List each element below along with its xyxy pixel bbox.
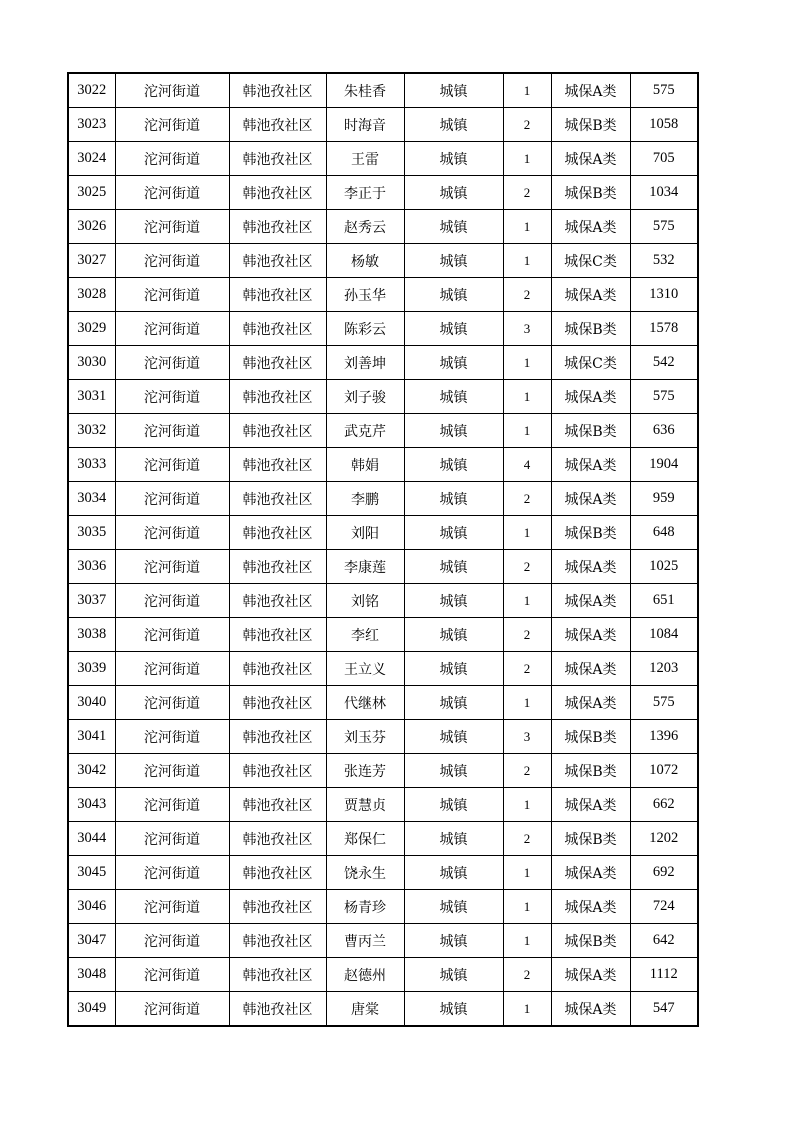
category-cell: 城保A类 <box>551 992 630 1027</box>
community-cell: 韩池孜社区 <box>229 890 326 924</box>
subdistrict-cell: 沱河街道 <box>115 856 229 890</box>
serial-number-cell: 3045 <box>68 856 115 890</box>
name-cell: 时海音 <box>326 108 404 142</box>
person-count-cell: 1 <box>503 516 551 550</box>
table-row <box>68 720 698 754</box>
name-cell: 刘子骏 <box>326 380 404 414</box>
name-cell: 李康莲 <box>326 550 404 584</box>
amount-cell: 1578 <box>630 312 698 346</box>
community-cell: 韩池孜社区 <box>229 618 326 652</box>
category-cell: 城保B类 <box>551 924 630 958</box>
amount-cell: 1072 <box>630 754 698 788</box>
serial-number-cell: 3044 <box>68 822 115 856</box>
person-count-cell: 1 <box>503 856 551 890</box>
community-cell: 韩池孜社区 <box>229 108 326 142</box>
community-cell: 韩池孜社区 <box>229 142 326 176</box>
subdistrict-cell: 沱河街道 <box>115 448 229 482</box>
person-count-cell: 2 <box>503 958 551 992</box>
community-cell: 韩池孜社区 <box>229 788 326 822</box>
amount-cell: 575 <box>630 73 698 108</box>
community-cell: 韩池孜社区 <box>229 448 326 482</box>
serial-number-cell: 3031 <box>68 380 115 414</box>
category-cell: 城保B类 <box>551 414 630 448</box>
person-count-cell: 2 <box>503 550 551 584</box>
community-cell: 韩池孜社区 <box>229 380 326 414</box>
serial-number-cell: 3039 <box>68 652 115 686</box>
amount-cell: 1084 <box>630 618 698 652</box>
table-row <box>68 754 698 788</box>
amount-cell: 547 <box>630 992 698 1027</box>
name-cell: 刘善坤 <box>326 346 404 380</box>
amount-cell: 648 <box>630 516 698 550</box>
person-count-cell: 1 <box>503 788 551 822</box>
community-cell: 韩池孜社区 <box>229 584 326 618</box>
subdistrict-cell: 沱河街道 <box>115 210 229 244</box>
subdistrict-cell: 沱河街道 <box>115 924 229 958</box>
name-cell: 赵德州 <box>326 958 404 992</box>
table-row <box>68 788 698 822</box>
serial-number-cell: 3047 <box>68 924 115 958</box>
community-cell: 韩池孜社区 <box>229 822 326 856</box>
subdistrict-cell: 沱河街道 <box>115 754 229 788</box>
table-row <box>68 278 698 312</box>
amount-cell: 1396 <box>630 720 698 754</box>
category-cell: 城保A类 <box>551 618 630 652</box>
name-cell: 代继林 <box>326 686 404 720</box>
person-count-cell: 1 <box>503 73 551 108</box>
person-count-cell: 1 <box>503 210 551 244</box>
serial-number-cell: 3024 <box>68 142 115 176</box>
name-cell: 朱桂香 <box>326 73 404 108</box>
person-count-cell: 2 <box>503 652 551 686</box>
table-row <box>68 958 698 992</box>
name-cell: 刘阳 <box>326 516 404 550</box>
name-cell: 杨敏 <box>326 244 404 278</box>
household-type-cell: 城镇 <box>404 176 503 210</box>
name-cell: 李正于 <box>326 176 404 210</box>
table-row <box>68 652 698 686</box>
amount-cell: 1034 <box>630 176 698 210</box>
subdistrict-cell: 沱河街道 <box>115 720 229 754</box>
category-cell: 城保B类 <box>551 176 630 210</box>
person-count-cell: 3 <box>503 312 551 346</box>
table-row <box>68 244 698 278</box>
community-cell: 韩池孜社区 <box>229 482 326 516</box>
person-count-cell: 2 <box>503 618 551 652</box>
category-cell: 城保A类 <box>551 550 630 584</box>
category-cell: 城保A类 <box>551 482 630 516</box>
community-cell: 韩池孜社区 <box>229 992 326 1027</box>
name-cell: 张连芳 <box>326 754 404 788</box>
serial-number-cell: 3023 <box>68 108 115 142</box>
amount-cell: 1025 <box>630 550 698 584</box>
table-row <box>68 346 698 380</box>
serial-number-cell: 3027 <box>68 244 115 278</box>
name-cell: 刘玉芬 <box>326 720 404 754</box>
name-cell: 刘铭 <box>326 584 404 618</box>
name-cell: 王雷 <box>326 142 404 176</box>
subdistrict-cell: 沱河街道 <box>115 312 229 346</box>
name-cell: 孙玉华 <box>326 278 404 312</box>
household-type-cell: 城镇 <box>404 958 503 992</box>
household-type-cell: 城镇 <box>404 686 503 720</box>
serial-number-cell: 3036 <box>68 550 115 584</box>
household-type-cell: 城镇 <box>404 754 503 788</box>
category-cell: 城保A类 <box>551 448 630 482</box>
household-type-cell: 城镇 <box>404 992 503 1027</box>
table-row <box>68 210 698 244</box>
category-cell: 城保A类 <box>551 210 630 244</box>
table-row <box>68 73 698 108</box>
person-count-cell: 2 <box>503 482 551 516</box>
category-cell: 城保A类 <box>551 788 630 822</box>
subdistrict-cell: 沱河街道 <box>115 516 229 550</box>
subdistrict-cell: 沱河街道 <box>115 584 229 618</box>
name-cell: 杨青珍 <box>326 890 404 924</box>
subdistrict-cell: 沱河街道 <box>115 244 229 278</box>
category-cell: 城保B类 <box>551 108 630 142</box>
subdistrict-cell: 沱河街道 <box>115 652 229 686</box>
name-cell: 陈彩云 <box>326 312 404 346</box>
household-type-cell: 城镇 <box>404 584 503 618</box>
community-cell: 韩池孜社区 <box>229 244 326 278</box>
table-row <box>68 380 698 414</box>
serial-number-cell: 3026 <box>68 210 115 244</box>
household-type-cell: 城镇 <box>404 448 503 482</box>
serial-number-cell: 3029 <box>68 312 115 346</box>
household-type-cell: 城镇 <box>404 720 503 754</box>
name-cell: 贾慧贞 <box>326 788 404 822</box>
person-count-cell: 1 <box>503 380 551 414</box>
community-cell: 韩池孜社区 <box>229 73 326 108</box>
serial-number-cell: 3025 <box>68 176 115 210</box>
category-cell: 城保C类 <box>551 346 630 380</box>
community-cell: 韩池孜社区 <box>229 516 326 550</box>
person-count-cell: 1 <box>503 924 551 958</box>
person-count-cell: 1 <box>503 584 551 618</box>
household-type-cell: 城镇 <box>404 278 503 312</box>
person-count-cell: 1 <box>503 890 551 924</box>
person-count-cell: 1 <box>503 992 551 1027</box>
category-cell: 城保A类 <box>551 73 630 108</box>
table-row <box>68 686 698 720</box>
table-row <box>68 108 698 142</box>
category-cell: 城保B类 <box>551 822 630 856</box>
serial-number-cell: 3043 <box>68 788 115 822</box>
category-cell: 城保A类 <box>551 380 630 414</box>
amount-cell: 651 <box>630 584 698 618</box>
serial-number-cell: 3040 <box>68 686 115 720</box>
subdistrict-cell: 沱河街道 <box>115 550 229 584</box>
household-type-cell: 城镇 <box>404 312 503 346</box>
amount-cell: 692 <box>630 856 698 890</box>
table-row <box>68 584 698 618</box>
category-cell: 城保A类 <box>551 142 630 176</box>
table-row <box>68 822 698 856</box>
community-cell: 韩池孜社区 <box>229 754 326 788</box>
community-cell: 韩池孜社区 <box>229 346 326 380</box>
amount-cell: 1203 <box>630 652 698 686</box>
amount-cell: 1310 <box>630 278 698 312</box>
serial-number-cell: 3038 <box>68 618 115 652</box>
household-type-cell: 城镇 <box>404 73 503 108</box>
household-type-cell: 城镇 <box>404 414 503 448</box>
serial-number-cell: 3030 <box>68 346 115 380</box>
category-cell: 城保A类 <box>551 856 630 890</box>
person-count-cell: 2 <box>503 108 551 142</box>
household-type-cell: 城镇 <box>404 346 503 380</box>
person-count-cell: 2 <box>503 278 551 312</box>
name-cell: 李鹏 <box>326 482 404 516</box>
amount-cell: 636 <box>630 414 698 448</box>
household-type-cell: 城镇 <box>404 482 503 516</box>
name-cell: 饶永生 <box>326 856 404 890</box>
serial-number-cell: 3041 <box>68 720 115 754</box>
category-cell: 城保A类 <box>551 958 630 992</box>
amount-cell: 724 <box>630 890 698 924</box>
table-row <box>68 890 698 924</box>
table-row <box>68 482 698 516</box>
subdistrict-cell: 沱河街道 <box>115 278 229 312</box>
community-cell: 韩池孜社区 <box>229 686 326 720</box>
community-cell: 韩池孜社区 <box>229 278 326 312</box>
community-cell: 韩池孜社区 <box>229 924 326 958</box>
name-cell: 李红 <box>326 618 404 652</box>
category-cell: 城保C类 <box>551 244 630 278</box>
amount-cell: 542 <box>630 346 698 380</box>
table-row <box>68 142 698 176</box>
subdistrict-cell: 沱河街道 <box>115 108 229 142</box>
subdistrict-cell: 沱河街道 <box>115 346 229 380</box>
subdistrict-cell: 沱河街道 <box>115 380 229 414</box>
category-cell: 城保A类 <box>551 652 630 686</box>
amount-cell: 642 <box>630 924 698 958</box>
amount-cell: 1058 <box>630 108 698 142</box>
serial-number-cell: 3033 <box>68 448 115 482</box>
amount-cell: 1202 <box>630 822 698 856</box>
serial-number-cell: 3032 <box>68 414 115 448</box>
community-cell: 韩池孜社区 <box>229 550 326 584</box>
person-count-cell: 4 <box>503 448 551 482</box>
person-count-cell: 1 <box>503 346 551 380</box>
name-cell: 王立义 <box>326 652 404 686</box>
person-count-cell: 1 <box>503 142 551 176</box>
serial-number-cell: 3042 <box>68 754 115 788</box>
community-cell: 韩池孜社区 <box>229 652 326 686</box>
household-type-cell: 城镇 <box>404 516 503 550</box>
amount-cell: 662 <box>630 788 698 822</box>
amount-cell: 705 <box>630 142 698 176</box>
subdistrict-cell: 沱河街道 <box>115 958 229 992</box>
community-cell: 韩池孜社区 <box>229 312 326 346</box>
table-row <box>68 992 698 1027</box>
name-cell: 曹丙兰 <box>326 924 404 958</box>
community-cell: 韩池孜社区 <box>229 176 326 210</box>
person-count-cell: 2 <box>503 754 551 788</box>
person-count-cell: 1 <box>503 414 551 448</box>
category-cell: 城保B类 <box>551 720 630 754</box>
amount-cell: 575 <box>630 380 698 414</box>
subdistrict-cell: 沱河街道 <box>115 788 229 822</box>
household-type-cell: 城镇 <box>404 380 503 414</box>
subdistrict-cell: 沱河街道 <box>115 176 229 210</box>
roster-table <box>67 72 699 1027</box>
serial-number-cell: 3037 <box>68 584 115 618</box>
household-type-cell: 城镇 <box>404 244 503 278</box>
serial-number-cell: 3035 <box>68 516 115 550</box>
table-row <box>68 550 698 584</box>
community-cell: 韩池孜社区 <box>229 414 326 448</box>
name-cell: 赵秀云 <box>326 210 404 244</box>
household-type-cell: 城镇 <box>404 142 503 176</box>
community-cell: 韩池孜社区 <box>229 210 326 244</box>
category-cell: 城保B类 <box>551 516 630 550</box>
subdistrict-cell: 沱河街道 <box>115 618 229 652</box>
amount-cell: 1112 <box>630 958 698 992</box>
household-type-cell: 城镇 <box>404 210 503 244</box>
name-cell: 韩娟 <box>326 448 404 482</box>
table-row <box>68 618 698 652</box>
serial-number-cell: 3028 <box>68 278 115 312</box>
table-row <box>68 924 698 958</box>
household-type-cell: 城镇 <box>404 822 503 856</box>
household-type-cell: 城镇 <box>404 890 503 924</box>
person-count-cell: 1 <box>503 244 551 278</box>
amount-cell: 532 <box>630 244 698 278</box>
household-type-cell: 城镇 <box>404 618 503 652</box>
table-row <box>68 176 698 210</box>
serial-number-cell: 3022 <box>68 73 115 108</box>
serial-number-cell: 3049 <box>68 992 115 1027</box>
category-cell: 城保A类 <box>551 584 630 618</box>
category-cell: 城保A类 <box>551 890 630 924</box>
household-type-cell: 城镇 <box>404 652 503 686</box>
serial-number-cell: 3046 <box>68 890 115 924</box>
subdistrict-cell: 沱河街道 <box>115 482 229 516</box>
category-cell: 城保A类 <box>551 686 630 720</box>
community-cell: 韩池孜社区 <box>229 958 326 992</box>
subdistrict-cell: 沱河街道 <box>115 822 229 856</box>
subdistrict-cell: 沱河街道 <box>115 142 229 176</box>
table-row <box>68 312 698 346</box>
serial-number-cell: 3048 <box>68 958 115 992</box>
name-cell: 郑保仁 <box>326 822 404 856</box>
person-count-cell: 1 <box>503 686 551 720</box>
person-count-cell: 2 <box>503 822 551 856</box>
name-cell: 唐棠 <box>326 992 404 1027</box>
community-cell: 韩池孜社区 <box>229 720 326 754</box>
amount-cell: 959 <box>630 482 698 516</box>
roster-table-body <box>68 73 698 1026</box>
household-type-cell: 城镇 <box>404 788 503 822</box>
category-cell: 城保A类 <box>551 278 630 312</box>
subdistrict-cell: 沱河街道 <box>115 992 229 1027</box>
name-cell: 武克芹 <box>326 414 404 448</box>
amount-cell: 575 <box>630 686 698 720</box>
person-count-cell: 2 <box>503 176 551 210</box>
subdistrict-cell: 沱河街道 <box>115 686 229 720</box>
table-row <box>68 448 698 482</box>
table-row <box>68 856 698 890</box>
amount-cell: 575 <box>630 210 698 244</box>
person-count-cell: 3 <box>503 720 551 754</box>
household-type-cell: 城镇 <box>404 924 503 958</box>
community-cell: 韩池孜社区 <box>229 856 326 890</box>
category-cell: 城保B类 <box>551 312 630 346</box>
category-cell: 城保B类 <box>551 754 630 788</box>
subdistrict-cell: 沱河街道 <box>115 890 229 924</box>
subdistrict-cell: 沱河街道 <box>115 414 229 448</box>
amount-cell: 1904 <box>630 448 698 482</box>
household-type-cell: 城镇 <box>404 108 503 142</box>
subdistrict-cell: 沱河街道 <box>115 73 229 108</box>
table-row <box>68 414 698 448</box>
household-type-cell: 城镇 <box>404 856 503 890</box>
serial-number-cell: 3034 <box>68 482 115 516</box>
household-type-cell: 城镇 <box>404 550 503 584</box>
table-row <box>68 516 698 550</box>
